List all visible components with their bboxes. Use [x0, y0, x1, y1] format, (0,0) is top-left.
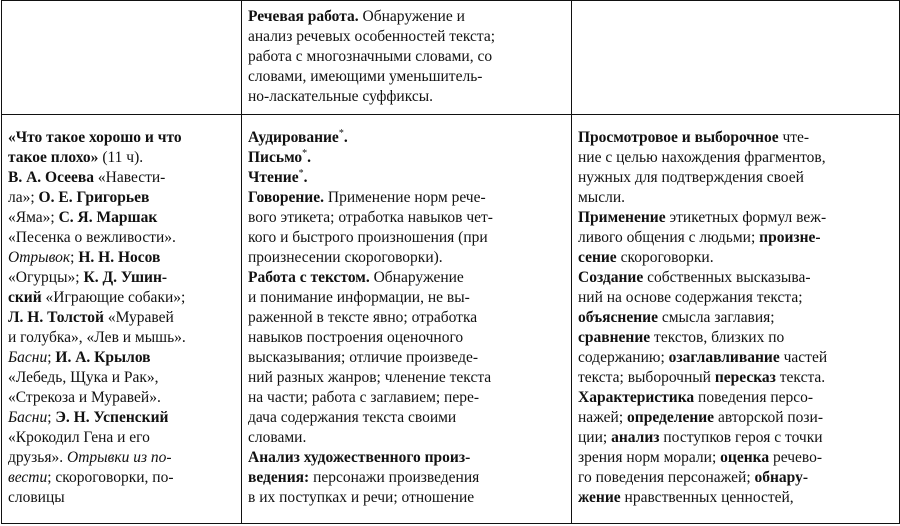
text-line	[248, 408, 565, 428]
text-run: ;	[70, 249, 79, 266]
bold-text: Письмо	[248, 149, 303, 166]
italic-text: Басни	[8, 409, 48, 426]
text-run: ний на основе содержания текста;	[578, 289, 803, 306]
text-line	[248, 488, 565, 508]
bold-text: Характеристика	[578, 389, 695, 406]
text-line	[8, 248, 235, 268]
text-run: «Огурцы»;	[8, 269, 84, 286]
text-run: текста; выборочный	[578, 369, 715, 386]
text-run: на части; работа с заглавием; пере-	[248, 389, 480, 406]
text-line	[8, 148, 235, 168]
text-run: Обнаружение	[369, 269, 464, 286]
text-run: но-ласкательные суффиксы.	[248, 88, 434, 105]
italic-text: Отрывки из по-	[67, 449, 172, 466]
text-run: дача содержания текста своими	[248, 409, 457, 426]
bold-text: Речевая работа.	[248, 8, 359, 25]
text-line	[8, 428, 235, 448]
content-cell	[242, 1, 572, 115]
bold-text: озаглавливание	[668, 349, 780, 366]
italic-text: вести	[8, 469, 48, 486]
text-line	[578, 328, 893, 348]
text-run: зрения норм морали;	[578, 449, 721, 466]
text-run: «Песенка о вежливости».	[8, 229, 176, 246]
bold-text: О. Е. Григорьев	[38, 189, 150, 206]
text-line	[8, 368, 235, 388]
text-line	[578, 468, 893, 488]
bold-text: сравнение	[578, 329, 651, 346]
bold-text: .	[307, 149, 312, 166]
text-run: вого этикета; отработка навыков чет-	[248, 209, 493, 226]
topic-cell-empty	[2, 1, 242, 115]
text-run: нужных для подтверждения своей	[578, 169, 804, 186]
text-run: словами.	[248, 429, 307, 446]
italic-text: Отрывок	[8, 249, 71, 266]
text-line	[578, 388, 893, 408]
footnote-mark: *	[298, 167, 304, 179]
text-line	[8, 208, 235, 228]
text-line	[578, 408, 893, 428]
text-run: «Яма»;	[8, 209, 59, 226]
text-run: ; скороговорки, по-	[47, 469, 174, 486]
text-line	[248, 148, 565, 168]
text-run: нажей;	[578, 409, 628, 426]
text-line	[8, 128, 235, 148]
text-line	[8, 408, 235, 428]
text-line	[578, 228, 893, 248]
topic-cell	[2, 115, 242, 524]
text-run: ний разных жанров; членение текста	[248, 369, 492, 386]
bold-text: Л. Н. Толстой	[8, 309, 104, 326]
text-run: ;	[47, 349, 56, 366]
curriculum-table	[1, 0, 900, 524]
text-run: собственных высказыва-	[643, 269, 811, 286]
bold-text: Н. Н. Носов	[78, 249, 161, 266]
cell-text	[248, 128, 565, 508]
text-run: нравственных ценностей,	[620, 489, 794, 506]
bold-text: жение	[578, 489, 621, 506]
text-line	[248, 228, 565, 248]
text-run: Применение норм рече-	[324, 189, 486, 206]
text-line	[8, 328, 235, 348]
bold-text: определение	[627, 409, 715, 426]
text-run: «Крокодил Гена и его	[8, 429, 150, 446]
text-line	[248, 128, 565, 148]
text-line	[8, 468, 235, 488]
bold-text: Э. Н. Успенский	[55, 409, 169, 426]
bold-text: Анализ художественного произ-	[248, 449, 471, 466]
text-run: анализ речевых особенностей текста;	[248, 28, 496, 45]
text-run: высказывания; отличие произведе-	[248, 349, 479, 366]
bold-text: сение	[578, 249, 617, 266]
text-line	[248, 208, 565, 228]
bold-text: пересказ	[714, 369, 776, 386]
text-line	[248, 67, 565, 87]
bold-text: Аудирование	[248, 129, 339, 146]
text-line	[8, 268, 235, 288]
bold-text: обнару-	[754, 469, 809, 486]
text-line	[8, 488, 235, 508]
text-line	[578, 208, 893, 228]
text-line	[248, 168, 565, 188]
text-run: частей	[779, 349, 828, 366]
text-run: кого и быстрого произношения (при	[248, 229, 488, 246]
text-run: ливого общения с людьми;	[578, 229, 760, 246]
text-run: персонажи произведения	[309, 469, 480, 486]
text-run: работа с многозначными словами, со	[248, 48, 493, 65]
text-run: Обнаружение и	[358, 8, 465, 25]
text-line	[248, 328, 565, 348]
bold-text: В. А. Осеева	[8, 169, 95, 186]
text-line	[8, 288, 235, 308]
text-line	[248, 468, 565, 488]
bold-text: Говорение.	[248, 189, 324, 206]
text-run: скороговорки.	[616, 249, 714, 266]
text-line	[8, 388, 235, 408]
bold-text: ведения:	[248, 469, 310, 486]
text-run: поступков героя с точки	[659, 429, 823, 446]
text-line	[248, 248, 565, 268]
bold-text: И. А. Крылов	[55, 349, 151, 366]
text-line	[248, 87, 565, 107]
text-run: текстов, близких по	[650, 329, 785, 346]
text-run: словами, имеющими уменьшитель-	[248, 68, 483, 85]
text-line	[578, 148, 893, 168]
text-line	[248, 368, 565, 388]
cell-text	[8, 128, 235, 508]
text-line	[8, 228, 235, 248]
text-line	[248, 47, 565, 67]
bold-text: анализ	[611, 429, 660, 446]
text-line	[248, 348, 565, 368]
table-row	[2, 115, 900, 524]
text-run: этикетных формул веж-	[665, 209, 827, 226]
text-line	[248, 7, 565, 27]
text-run: и голубка», «Лев и мышь».	[8, 329, 186, 346]
text-run: ние с целью нахождения фрагментов,	[578, 149, 826, 166]
activities-cell	[572, 115, 900, 524]
text-run: авторской пози-	[714, 409, 823, 426]
text-line	[248, 188, 565, 208]
text-line	[248, 308, 565, 328]
text-run: ;	[47, 409, 56, 426]
text-run: текста.	[775, 369, 826, 386]
text-run: смысла заглавия;	[657, 309, 775, 326]
text-run: поведения персо-	[694, 389, 814, 406]
text-run: и понимание информации, не вы-	[248, 289, 470, 306]
bold-text: оценка	[720, 449, 770, 466]
bold-text: Применение	[578, 209, 666, 226]
text-run: речево-	[769, 449, 822, 466]
table-row	[2, 1, 900, 115]
text-line	[578, 368, 893, 388]
text-line	[8, 448, 235, 468]
text-line	[248, 27, 565, 47]
text-run: чте-	[778, 129, 810, 146]
bold-text: «Что такое хорошо и что	[8, 129, 182, 146]
bold-text: .	[303, 169, 308, 186]
footnote-mark: *	[338, 127, 344, 139]
text-run: в их поступках и речи; отношение	[248, 489, 475, 506]
text-run: произнесении скороговорки).	[248, 249, 443, 266]
bold-text: произне-	[759, 229, 821, 246]
text-line	[248, 268, 565, 288]
bold-text: Работа с текстом.	[248, 269, 370, 286]
text-run: «Навести-	[94, 169, 166, 186]
bold-text: объяснение	[578, 309, 658, 326]
text-line	[578, 488, 893, 508]
text-run: «Муравей	[103, 309, 174, 326]
text-line	[248, 288, 565, 308]
text-run: «Стрекоза и Муравей».	[8, 389, 161, 406]
text-line	[578, 348, 893, 368]
bold-text: Просмотровое и выборочное	[578, 129, 779, 146]
cell-text	[578, 128, 893, 508]
text-line	[578, 248, 893, 268]
text-line	[248, 448, 565, 468]
text-line	[248, 428, 565, 448]
text-run: го поведения персонажей;	[578, 469, 755, 486]
text-line	[248, 388, 565, 408]
bold-text: Создание	[578, 269, 644, 286]
text-line	[8, 168, 235, 188]
text-run: «Лебедь, Щука и Рак»,	[8, 369, 159, 386]
text-run: навыков построения оценочного	[248, 329, 464, 346]
text-line	[578, 128, 893, 148]
text-run: друзья».	[8, 449, 68, 466]
bold-text: С. Я. Маршак	[58, 209, 158, 226]
bold-text: К. Д. Ушин-	[83, 269, 168, 286]
bold-text: ский	[8, 289, 42, 306]
bold-text: Чтение	[248, 169, 299, 186]
text-line	[8, 308, 235, 328]
text-run: «Играющие собаки»;	[41, 289, 186, 306]
text-run: ла»;	[8, 189, 39, 206]
activities-cell-empty	[572, 1, 900, 115]
text-line	[578, 308, 893, 328]
text-line	[578, 428, 893, 448]
text-line	[578, 268, 893, 288]
text-run: раженной в тексте явно; отработка	[248, 309, 478, 326]
text-run: ции;	[578, 429, 612, 446]
bold-text: такое плохо»	[8, 149, 99, 166]
content-cell	[242, 115, 572, 524]
text-line	[8, 348, 235, 368]
cell-text	[248, 7, 565, 107]
italic-text: Басни	[8, 349, 48, 366]
text-run: (11 ч).	[98, 149, 144, 166]
text-line	[8, 188, 235, 208]
text-line	[578, 288, 893, 308]
text-line	[578, 448, 893, 468]
text-run: мысли.	[578, 189, 626, 206]
text-run: словицы	[8, 489, 65, 506]
footnote-mark: *	[302, 147, 308, 159]
bold-text: .	[343, 129, 348, 146]
text-run: содержанию;	[578, 349, 669, 366]
text-line	[578, 188, 893, 208]
text-line	[578, 168, 893, 188]
